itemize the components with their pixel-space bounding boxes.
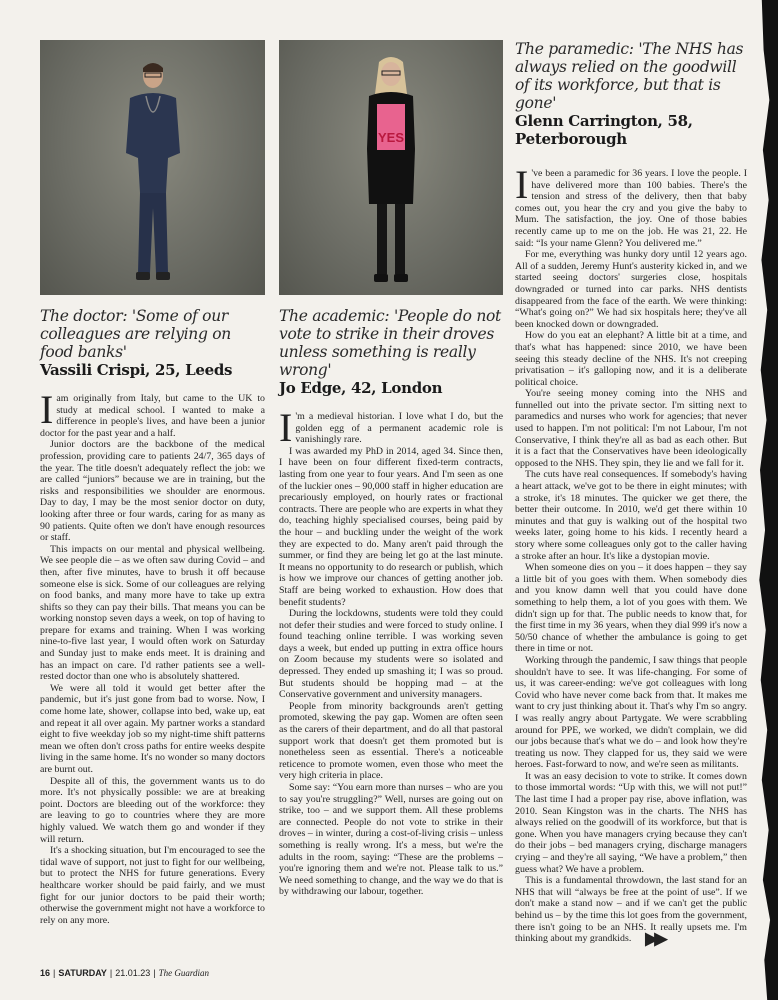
paragraph: This impacts on our mental and physical wellbeing. We see people die – as we often saw during Covid – and then, after five minutes, have to brush it off because someone else is sick. Some of our colleagues are relying on food banks, and many more have to take up extra shifts so they can pay their bills. That means you can be working nonstop seven days a week, on top of having to prepare for exams and training. When I was working nine-to-five last year, I would often work on Saturday and Sunday just to make ends meet. It is draining and has an impact on care. I'd rather patients see a well-rested doctor than one who is absolutely shattered.: [40, 543, 265, 683]
paragraph: People from minority backgrounds aren't getting promoted, skewing the pay gap. Women are often seen as the carers of their department, and do all that pastoral support work that doesn't get them promoted but is nonetheless seen as essential. There's a noticeable reticence to promote women, even those who meet the very high criteria in place.: [279, 700, 503, 782]
paragraph: This is a fundamental throwdown, the last stand for an NHS that will “always be free at the point of use”. If we don't make a stand now – and if we can't get the public behind us – by the time this lot goes from the government, there isn't going to be an NHS. It really upsets me. I'm thinking about my grandkids. ▶▶: [515, 875, 747, 949]
caption-title: The doctor: 'Some of our colleagues are relying on food banks': [40, 307, 231, 361]
paragraph: Iam originally from Italy, but came to the UK to study at medical school. I wanted to make a difference in people's lives, and have been a junior doctor for the past year and a half.: [40, 387, 265, 439]
paragraph: It was an easy decision to vote to strike. It comes down to those immortal words: “Up with this, we will not put!” The last time I had a proper pay rise, above inflation, was 2010. Sean Kingston was in the charts. The NHS has always relied on the goodwill of its workforce, but that is gone. When you have managers crying because they can't do their jobs – bed managers crying, discharge managers crying – and they're all saying, “We have a problem,” then guess what? We have a problem.: [515, 770, 747, 875]
caption-title: The academic: 'People do not vote to strike in their droves unless something is really wrong': [279, 307, 501, 379]
article-body: [515, 162, 747, 949]
issue-date: 21.01.23: [115, 968, 151, 978]
paragraph: How do you eat an elephant? A little bit at a time, and that's what has happened: since 2010, we have been seeing this steady decline of the NHS. It's not creeping privatisation – it's galloping now, and it is a deliberate political choice.: [515, 330, 747, 388]
photo-doctor: [40, 40, 265, 295]
continue-arrow-icon: ▶▶: [645, 929, 664, 949]
caption-name: Vassili Crispi, 25, Leeds: [40, 361, 233, 379]
paragraph: Some say: “You earn more than nurses – who are you to say you're struggling?” Well, nurses are going out on strike, too – and we support them. All these problems are connected. People do not vote to strike in their droves – in winter, during a cost-of-living crisis – unless something is really wrong. It's a mess, but we're the adults in the room, saying: “These are the problems – you're ignoring them and we're not. Please talk to us.” We need something to change, and the way we do that is by withdrawing our labour, together.: [279, 782, 503, 898]
paragraph: During the lockdowns, students were told they could not defer their studies and were forced to study online. I found teaching online terrible. I was working seven days a week, but ended up putting in extra office hours on Zoom because my students were so isolated and depressed. They ended up smashing it; I was so proud. But students should be hopping mad – at the Conservative government and university managers.: [279, 608, 503, 701]
paragraph: For me, everything was hunky dory until 12 years ago. All of a sudden, Jeremy Hunt's austerity kicked in, and we started seeing doctors' surgeries close, hospitals downgraded or turned into car parks. NHS dentists disappeared from the face of the earth. We were thinking: “What's going on?” We had six hospitals here; they've all been knocked down or downgraded.: [515, 249, 747, 330]
publication-name: The Guardian: [158, 968, 210, 978]
article-body: [279, 405, 503, 898]
paragraph: It's a shocking situation, but I'm encouraged to see the tidal wave of support, not just to fight for our wellbeing, but to protect the NHS for future generations. Every healthcare worker should be paid fairly, and we must fight for our junior doctors to be paid their worth; otherwise the government might not have a workforce to rely on any more.: [40, 845, 265, 926]
paragraph: When someone dies on you – it does happen – they say a little bit of you goes with them. When somebody dies and you know damn well that you could have done something to help them, a lot of you goes with them. We didn't sign up for that. The public needs to know that, for the first time in my 36 years, when they dial 999 it's now a 50/50 chance of whether the ambulance is going to get there in time or not.: [515, 562, 747, 655]
drop-cap: I: [515, 162, 529, 207]
section-name: SATURDAY: [58, 968, 107, 978]
drop-cap: I: [279, 405, 293, 450]
paragraph: I 'm a medieval historian. I love what I do, but the golden egg of a permanent academic role is vanishingly rare.: [279, 405, 503, 450]
sign-text: YES: [377, 130, 405, 145]
academic-figure-image: [341, 54, 441, 295]
paragraph: I 've been a paramedic for 36 years. I love the people. I have delivered more than 100 babies. There's the tension and stress of the delivery, then that baby comes out, you hear the cry and you give the baby to Mum. The satisfaction, the joy. One of those babies recently came up to me on the job. He was 21, 22. He said: “Is your name Glenn? You delivered me.”: [515, 162, 747, 249]
torn-edge: [742, 0, 778, 1000]
page-footer: 16 | SATURDAY | 21.01.23 | The Guardian: [40, 968, 210, 978]
paragraph: We were all told it would get better after the pandemic, but it's just gone from bad to worse. Now, I come home late, shower, collapse into bed, wake up, eat and repeat it all over again. My partner works a standard eight to five weekday job so my night-time shift patterns mean we often don't cross paths for entire weeks despite living in the same home. It's no wonder so many doctors are burnt out.: [40, 682, 265, 775]
drop-cap: I: [40, 387, 54, 432]
caption-name: Jo Edge, 42, London: [279, 379, 443, 397]
column-doctor: [40, 40, 265, 926]
paragraph: You're seeing money coming into the NHS and funnelled out into the private sector. I'm sitting next to paramedics and nurses who work for agencies; that never used to happen. I'm not political: I'm not Labour, I'm not Conservative, I think they're all as bad as each other. But it is a fact that the Conservatives have been ideologically opposed to the NHS. They spin, they lie and we fall for it.: [515, 388, 747, 469]
paragraph: Working through the pandemic, I saw things that people shouldn't have to see. It was life-changing. For some of us, it was career-ending: we've got colleagues with long Covid who have never come back from that. It makes me want to cry just thinking about it. That's why I'm so angry. I was really angry about Partygate. We were scrabbling around for PPE, we worked, we didn't complain, we did our jobs because that's what we do – and look how they're treating us now. They clapped for us, they said we were heroes. Fast-forward to now, and we're seen as militants.: [515, 654, 747, 771]
paragraph: The cuts have real consequences. If somebody's having a heart attack, we've got to be there in eight minutes; with a stroke, it's 18 minutes. The quicker we get there, the better their outcome. In 2010, we'd get there within 10 minutes and that guy is walking out of the hospital two weeks later, going home to his kids. I recently heard a story where some colleagues only got to the caller having a stroke after an hour. It's like a dystopian movie.: [515, 469, 747, 562]
caption-name: Glenn Carrington, 58, Peterborough: [515, 112, 693, 148]
caption-title: The paramedic: 'The NHS has always relied on the goodwill of its workforce, but that is gone': [515, 40, 744, 112]
column-academic: [279, 40, 503, 898]
doctor-figure-image: [108, 58, 198, 295]
photo-academic: [279, 40, 503, 295]
column-paramedic: [515, 40, 747, 949]
article-body: [40, 387, 265, 926]
paragraph: Junior doctors are the backbone of the medical profession, providing care to patients 24/7, 365 days of the year. The title doesn't adequately reflect the job: we are called “juniors” because we are in training, but the risks and responsibilities we shoulder are enormous. Day to day, I may be the most senior doctor on duty, looking after three or four wards, caring for as many as 90 patients. Quite often we don't have enough resources or staff.: [40, 439, 265, 544]
paragraph: Despite all of this, the government wants us to do more. It's not physically possible: we are at breaking point. Doctors are bleeding out of the workforce: they are leaving to go to countries where they are more highly valued. We watch them go and wonder if they will return.: [40, 775, 265, 845]
paragraph: I was awarded my PhD in 2014, aged 34. Since then, I have been on four different fixed-term contracts, lasting from one year to four years. And I'm seen as one of the luckier ones – 90,000 staff in higher education are precariously employed, on hourly rates or fractional contracts. There are people who are experts in what they do, teaching highly specialised courses, being paid by the hour – and buckling under the weight of the work they are expected to do. Many aren't paid through the summer, or find they are being let go at the last minute. It means no opportunity to do research or publish, which is how we improve our chances of getting another job. Staff are being worked to exhaustion. How does that benefit students?: [279, 445, 503, 608]
page-number: 16: [40, 968, 51, 978]
